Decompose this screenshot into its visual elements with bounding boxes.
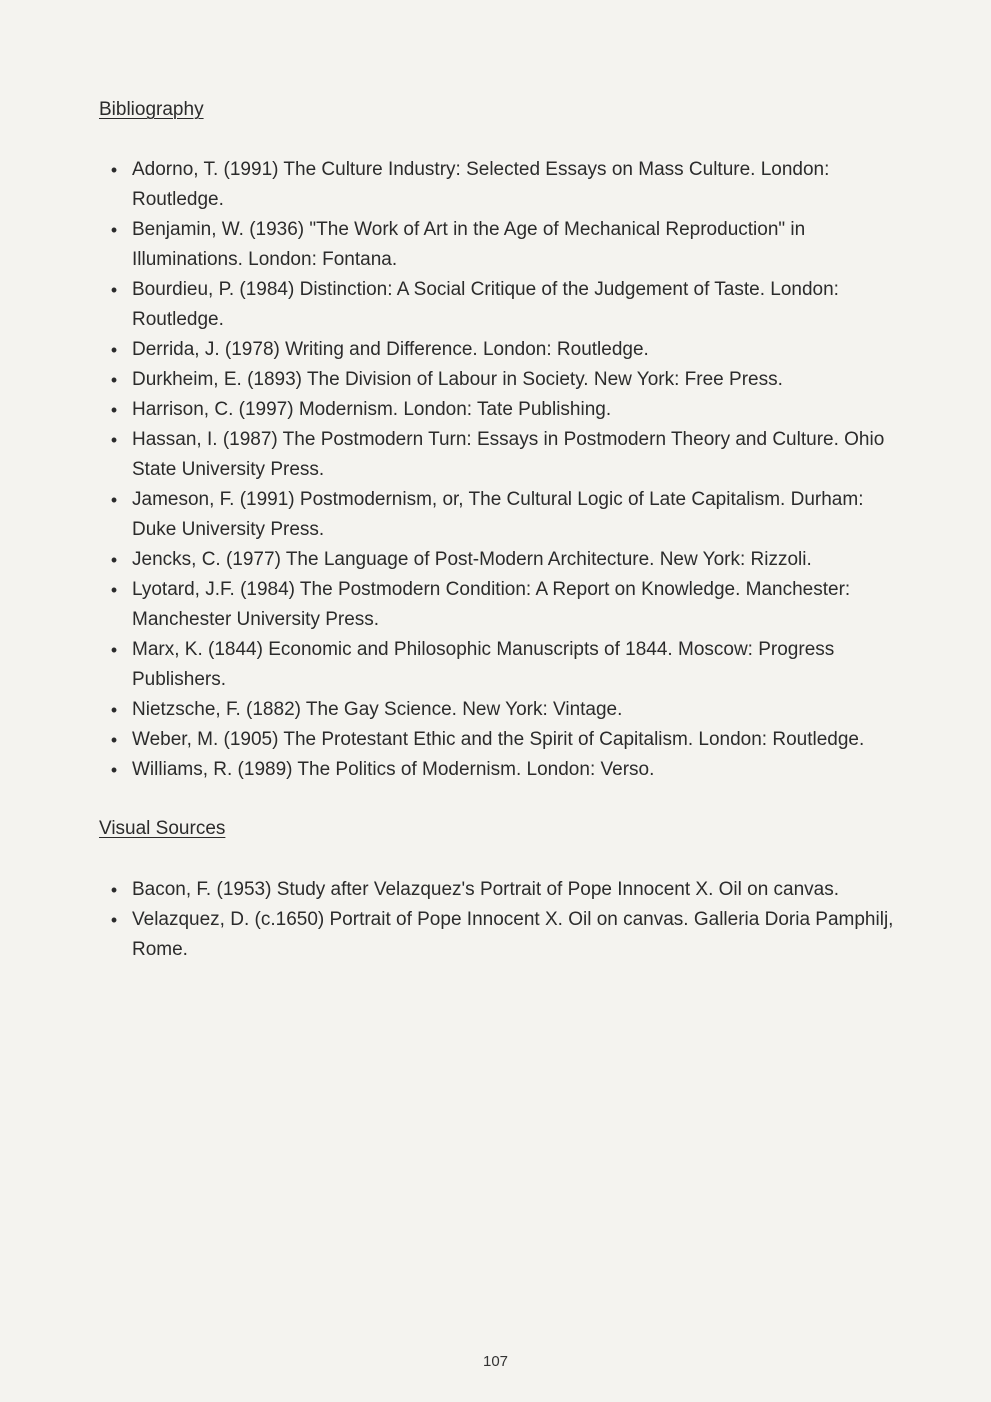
bibliography-list: [110, 155, 902, 785]
reference-item: [110, 395, 902, 425]
reference-item: [110, 275, 902, 335]
bibliography-heading: Bibliography: [99, 99, 204, 120]
reference-text: Hassan, I. (1987) The Postmodern Turn: Essays in Postmodern Theory and Culture. Ohio State University Press.: [132, 429, 885, 480]
reference-item: [110, 755, 902, 785]
reference-text: Jameson, F. (1991) Postmodernism, or, The Cultural Logic of Late Capitalism. Durham: Duke University Press.: [132, 489, 864, 540]
bullet-icon: •: [110, 580, 118, 600]
reference-item: [110, 695, 902, 725]
bullet-icon: •: [110, 550, 118, 570]
bullet-icon: •: [110, 430, 118, 450]
reference-text: Williams, R. (1989) The Politics of Modernism. London: Verso.: [132, 759, 655, 780]
bullet-icon: •: [110, 340, 118, 360]
bullet-icon: •: [110, 640, 118, 660]
reference-item: [110, 575, 902, 635]
reference-text: Durkheim, E. (1893) The Division of Labour in Society. New York: Free Press.: [132, 369, 783, 390]
reference-text: Marx, K. (1844) Economic and Philosophic Manuscripts of 1844. Moscow: Progress Publishers.: [132, 639, 835, 690]
reference-item: [110, 155, 902, 215]
reference-text: Lyotard, J.F. (1984) The Postmodern Condition: A Report on Knowledge. Manchester: Manchester University Press.: [132, 579, 851, 630]
bullet-icon: •: [110, 400, 118, 420]
bullet-icon: •: [110, 490, 118, 510]
bullet-icon: •: [110, 700, 118, 720]
reference-text: Weber, M. (1905) The Protestant Ethic and the Spirit of Capitalism. London: Routledge.: [132, 729, 865, 750]
bullet-icon: •: [110, 280, 118, 300]
reference-item: [110, 875, 902, 905]
bullet-icon: •: [110, 880, 118, 900]
reference-item: [110, 545, 902, 575]
reference-text: Derrida, J. (1978) Writing and Difference. London: Routledge.: [132, 339, 649, 360]
visual-sources-heading: Visual Sources: [99, 818, 226, 839]
bullet-icon: •: [110, 760, 118, 780]
reference-text: Benjamin, W. (1936) "The Work of Art in the Age of Mechanical Reproduction" in Illuminations. London: Fontana.: [132, 219, 806, 270]
visual-sources-list: [110, 875, 902, 965]
reference-text: Adorno, T. (1991) The Culture Industry: Selected Essays on Mass Culture. London: Routledge.: [132, 159, 830, 210]
reference-text: Jencks, C. (1977) The Language of Post-Modern Architecture. New York: Rizzoli.: [132, 549, 812, 570]
bullet-icon: •: [110, 730, 118, 750]
reference-item: [110, 335, 902, 365]
reference-item: [110, 365, 902, 395]
reference-text: Velazquez, D. (c.1650) Portrait of Pope Innocent X. Oil on canvas. Galleria Doria Pamphilj, Rome.: [132, 909, 894, 960]
bullet-icon: •: [110, 370, 118, 390]
reference-item: [110, 425, 902, 485]
bullet-icon: •: [110, 160, 118, 180]
bullet-icon: •: [110, 910, 118, 930]
reference-text: Bacon, F. (1953) Study after Velazquez's Portrait of Pope Innocent X. Oil on canvas.: [132, 879, 840, 900]
bullet-icon: •: [110, 220, 118, 240]
reference-text: Bourdieu, P. (1984) Distinction: A Social Critique of the Judgement of Taste. London: Routledge.: [132, 279, 839, 330]
reference-item: [110, 215, 902, 275]
reference-text: Harrison, C. (1997) Modernism. London: Tate Publishing.: [132, 399, 612, 420]
page-number: 107: [482, 1353, 509, 1370]
reference-text: Nietzsche, F. (1882) The Gay Science. New York: Vintage.: [132, 699, 623, 720]
reference-item: [110, 635, 902, 695]
reference-item: [110, 905, 902, 965]
reference-item: [110, 725, 902, 755]
reference-item: [110, 485, 902, 545]
